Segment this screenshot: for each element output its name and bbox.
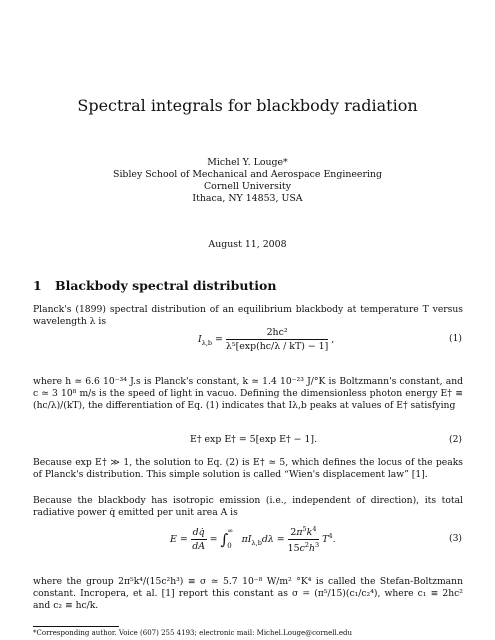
eq2-number: (2) [448, 434, 462, 445]
author-affiliation-address: Ithaca, NY 14853, USA [192, 193, 303, 204]
eq3-stefan-fraction: $\frac{2\pi^5k^4}{15c^2h^3}$ [287, 525, 320, 555]
eq1-fraction [226, 327, 328, 352]
equation-1: $I_{\lambda,b}$ = $\frac{\text{2hc²}}{\text{λ⁵[exp(hc/λ / kT) − 1]}}$ , [198, 327, 335, 352]
eq1-numerator: 2hc² [226, 327, 328, 340]
author-affiliation-university: Cornell University [204, 181, 291, 192]
section-title: Blackbody spectral distribution [55, 278, 277, 293]
section-heading [33, 278, 276, 293]
paragraph-isotropic: Because the blackbody has isotropic emission (i.e., independent of direction), its total radiative power q̇ emitted per unit area A is [33, 495, 463, 519]
section-number: 1 [33, 278, 42, 293]
eq3-dq-da: $\frac{dq̇}{dA}$ [192, 527, 206, 553]
paragraph-stefan-boltzmann: where the group 2π⁵k⁴/(15c²h³) ≡ σ ≃ 5.7 10⁻⁸ W/m² °K⁴ is called the Stefan-Boltzmann constant. Incropera, et al. [1] report this constant as σ = (π⁵/15)(c₁/c₂⁴), where c₁ ≡ 2hc² and c₂ ≡ hc/k. [33, 576, 463, 612]
footnote: *Corresponding author. Voice (607) 255 4193; electronic mail: Michel.Louge@cornell.edu [33, 629, 353, 637]
author-affiliation-school: Sibley School of Mechanical and Aerospace Engineering [113, 169, 382, 180]
author-block [0, 157, 495, 205]
eq1-number: (1) [448, 333, 462, 344]
paragraph-constants: where h ≃ 6.6 10⁻³⁴ J.s is Planck's constant, k ≃ 1.4 10⁻²³ J/°K is Boltzmann's constant, and c ≃ 3 10⁸ m/s is the speed of light in vacuo. Defining the dimensionless photon energy E† ≡ (hc/λ)/(kT), the differentiation of Eq. (1) indicates that Iλ,b peaks at values of E† satisfying [33, 376, 463, 412]
eq1-denominator: λ⁵[exp(hc/λ / kT) − 1] [225, 341, 329, 352]
equation-3: E = $\frac{dq̇}{dA}$ = $\int^\infty_0$ $\pi I_{\lambda,b}d\lambda$ = $\frac{2\pi^5k^4}{15c^2h^3}$ $T^4$. [170, 525, 336, 555]
paper-title: Spectral integrals for blackbody radiation [77, 96, 418, 115]
eq1-lhs: $I_{\lambda,b}$ = [198, 334, 226, 347]
equation-2: E† exp E† = 5[exp E† − 1]. [190, 434, 318, 445]
footnote-rule [33, 626, 119, 627]
eq3-number: (3) [448, 533, 462, 544]
author-name: Michel Y. Louge* [207, 157, 288, 168]
paragraph-wien: Because exp E† ≫ 1, the solution to Eq. (2) is E† ≃ 5, which defines the locus of the peaks of Planck's distribution. This simple solution is called “Wien's displacement law” [1]. [33, 457, 463, 481]
paragraph-planck: Planck's (1899) spectral distribution of an equilibrium blackbody at temperature T versus wavelength λ is [33, 304, 463, 328]
paper-date: August 11, 2008 [208, 239, 287, 250]
